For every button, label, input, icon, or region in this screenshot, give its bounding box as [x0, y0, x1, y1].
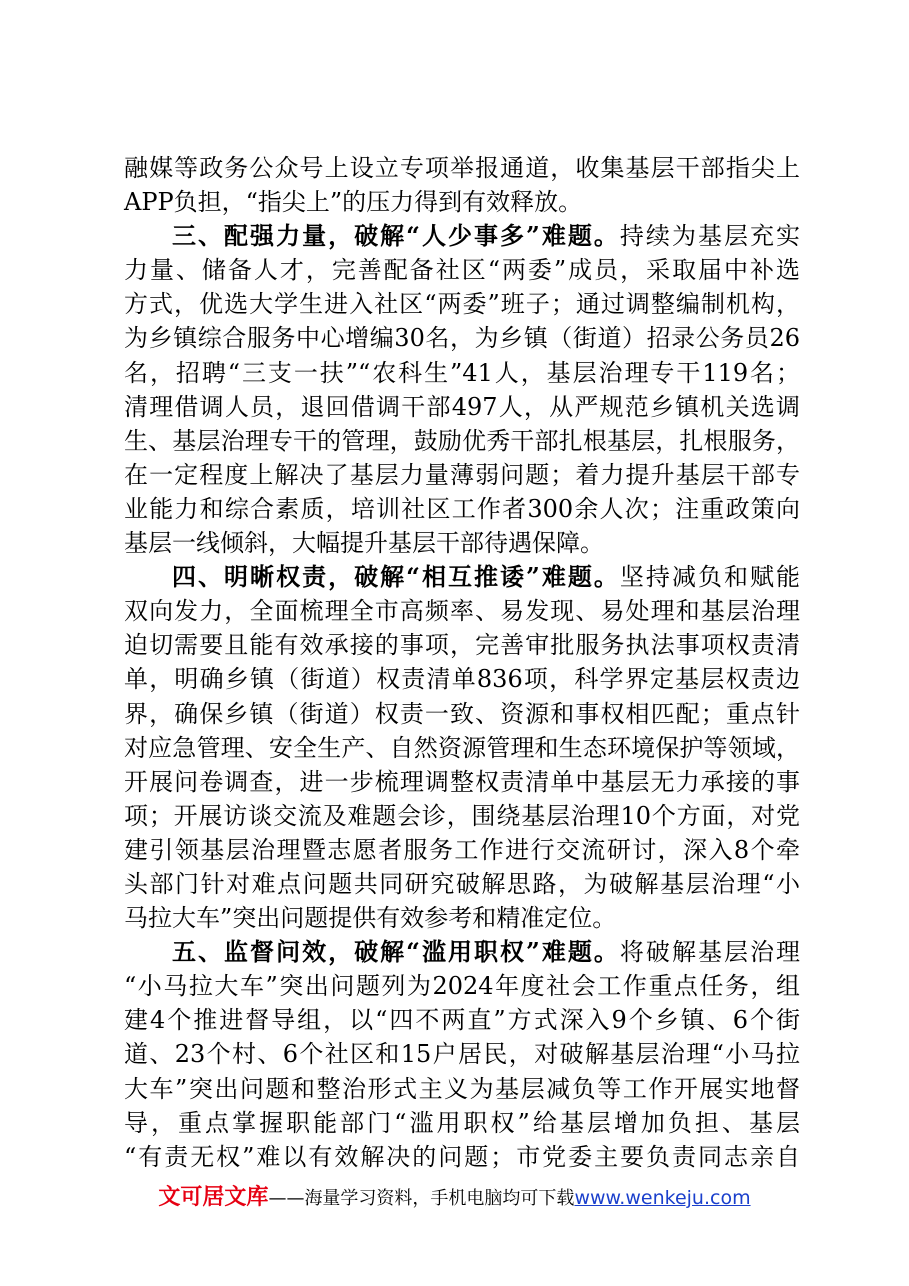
text-line [124, 1072, 800, 1106]
text-line [124, 1140, 800, 1174]
line-text: 建4个推进督导组，以“四不两直”方式深入9个乡镇、6个街 [124, 1006, 800, 1035]
text-line [124, 662, 800, 696]
text-line [124, 287, 800, 321]
text-line [124, 1106, 800, 1140]
section-heading: 五、监督问效，破解“滥用职权”难题。 [172, 937, 620, 967]
section-heading: 三、配强力量，破解“人少事多”难题。 [172, 221, 620, 251]
line-text: APP负担，“指尖上”的压力得到有效释放。 [124, 188, 583, 217]
text-line [124, 799, 800, 833]
document-body [124, 151, 800, 1174]
text-line [124, 253, 800, 287]
line-text: 力量、储备人才，完善配备社区“两委”成员，采取届中补选 [124, 256, 800, 285]
line-text: “小马拉大车”突出问题列为2024年度社会工作重点任务，组 [124, 972, 800, 1001]
section-heading: 四、明晰权责，破解“相互推诿”难题。 [172, 562, 620, 592]
text-line [124, 390, 800, 424]
text-line [124, 594, 800, 628]
text-line [124, 424, 800, 458]
text-line [124, 833, 800, 867]
text-line [124, 867, 800, 901]
line-text: 建引领基层治理暨志愿者服务工作进行交流研讨，深入8个牵 [124, 835, 800, 864]
line-text: 导，重点掌握职能部门“滥用职权”给基层增加负担、基层 [124, 1108, 800, 1137]
line-text: 界，确保乡镇（街道）权责一致、资源和事权相匹配；重点针 [124, 699, 800, 728]
line-text: 基层一线倾斜，大幅提升基层干部待遇保障。 [124, 529, 604, 558]
text-line [124, 219, 800, 253]
text-line [124, 1037, 800, 1071]
text-line [124, 901, 800, 935]
text-line [124, 560, 800, 594]
line-text: 名，招聘“三支一扶”“农科生”41人，基层治理专干119名； [124, 358, 800, 387]
line-text: 融媒等政务公众号上设立专项举报通道，收集基层干部指尖上 [124, 154, 800, 182]
line-text: 对应急管理、安全生产、自然资源管理和生态环境保护等领域， [124, 733, 800, 762]
text-line [124, 969, 800, 1003]
line-text: 迫切需要且能有效承接的事项，完善审批服务执法事项权责清 [124, 631, 800, 660]
text-line [124, 185, 800, 219]
line-text: 将破解基层治理 [619, 938, 801, 967]
line-text: 清理借调人员，退回借调干部497人，从严规范乡镇机关选调 [124, 392, 800, 421]
footer-slogan: ——海量学习资料，手机电脑均可下载 [268, 1188, 575, 1209]
footer-banner [0, 1180, 909, 1211]
text-line [124, 526, 800, 560]
text-line [124, 1003, 800, 1037]
footer-url-link[interactable]: www.wenkeju.com [574, 1187, 751, 1209]
text-line [124, 628, 800, 662]
line-text: “有责无权”难以有效解决的问题；市党委主要负责同志亲自 [124, 1142, 800, 1171]
footer-brand: 文可居文库 [158, 1185, 269, 1210]
text-line [124, 321, 800, 355]
line-text: 双向发力，全面梳理全市高频率、易发现、易处理和基层治理 [124, 597, 800, 626]
text-line [124, 492, 800, 526]
line-text: 大车”突出问题和整治形式主义为基层减负等工作开展实地督 [124, 1074, 800, 1103]
line-text: 项；开展访谈交流及难题会诊，围绕基层治理10个方面，对党 [124, 801, 800, 830]
line-text: 单，明确乡镇（街道）权责清单836项，科学界定基层权责边 [124, 665, 800, 694]
line-text: 业能力和综合素质，培训社区工作者300余人次；注重政策向 [124, 494, 800, 523]
line-text: 为乡镇综合服务中心增编30名，为乡镇（街道）招录公务员26 [124, 324, 800, 353]
line-text: 坚持减负和赋能 [619, 563, 801, 592]
text-line [124, 765, 800, 799]
text-line [124, 356, 800, 390]
text-line [124, 151, 800, 185]
line-text: 道、23个村、6个社区和15户居民，对破解基层治理“小马拉 [124, 1040, 800, 1069]
line-text: 马拉大车”突出问题提供有效参考和精准定位。 [124, 904, 617, 933]
text-line [124, 697, 800, 731]
line-text: 头部门针对难点问题共同研究破解思路，为破解基层治理“小 [124, 869, 800, 898]
line-text: 开展问卷调查，进一步梳理调整权责清单中基层无力承接的事 [124, 767, 800, 796]
text-line [124, 731, 800, 765]
line-text: 在一定程度上解决了基层力量薄弱问题；着力提升基层干部专 [124, 460, 800, 489]
text-line [124, 935, 800, 969]
text-line [124, 458, 800, 492]
line-text: 持续为基层充实 [619, 222, 801, 251]
line-text: 方式，优选大学生进入社区“两委”班子；通过调整编制机构， [124, 290, 800, 319]
line-text: 生、基层治理专干的管理，鼓励优秀干部扎根基层，扎根服务， [124, 426, 800, 455]
